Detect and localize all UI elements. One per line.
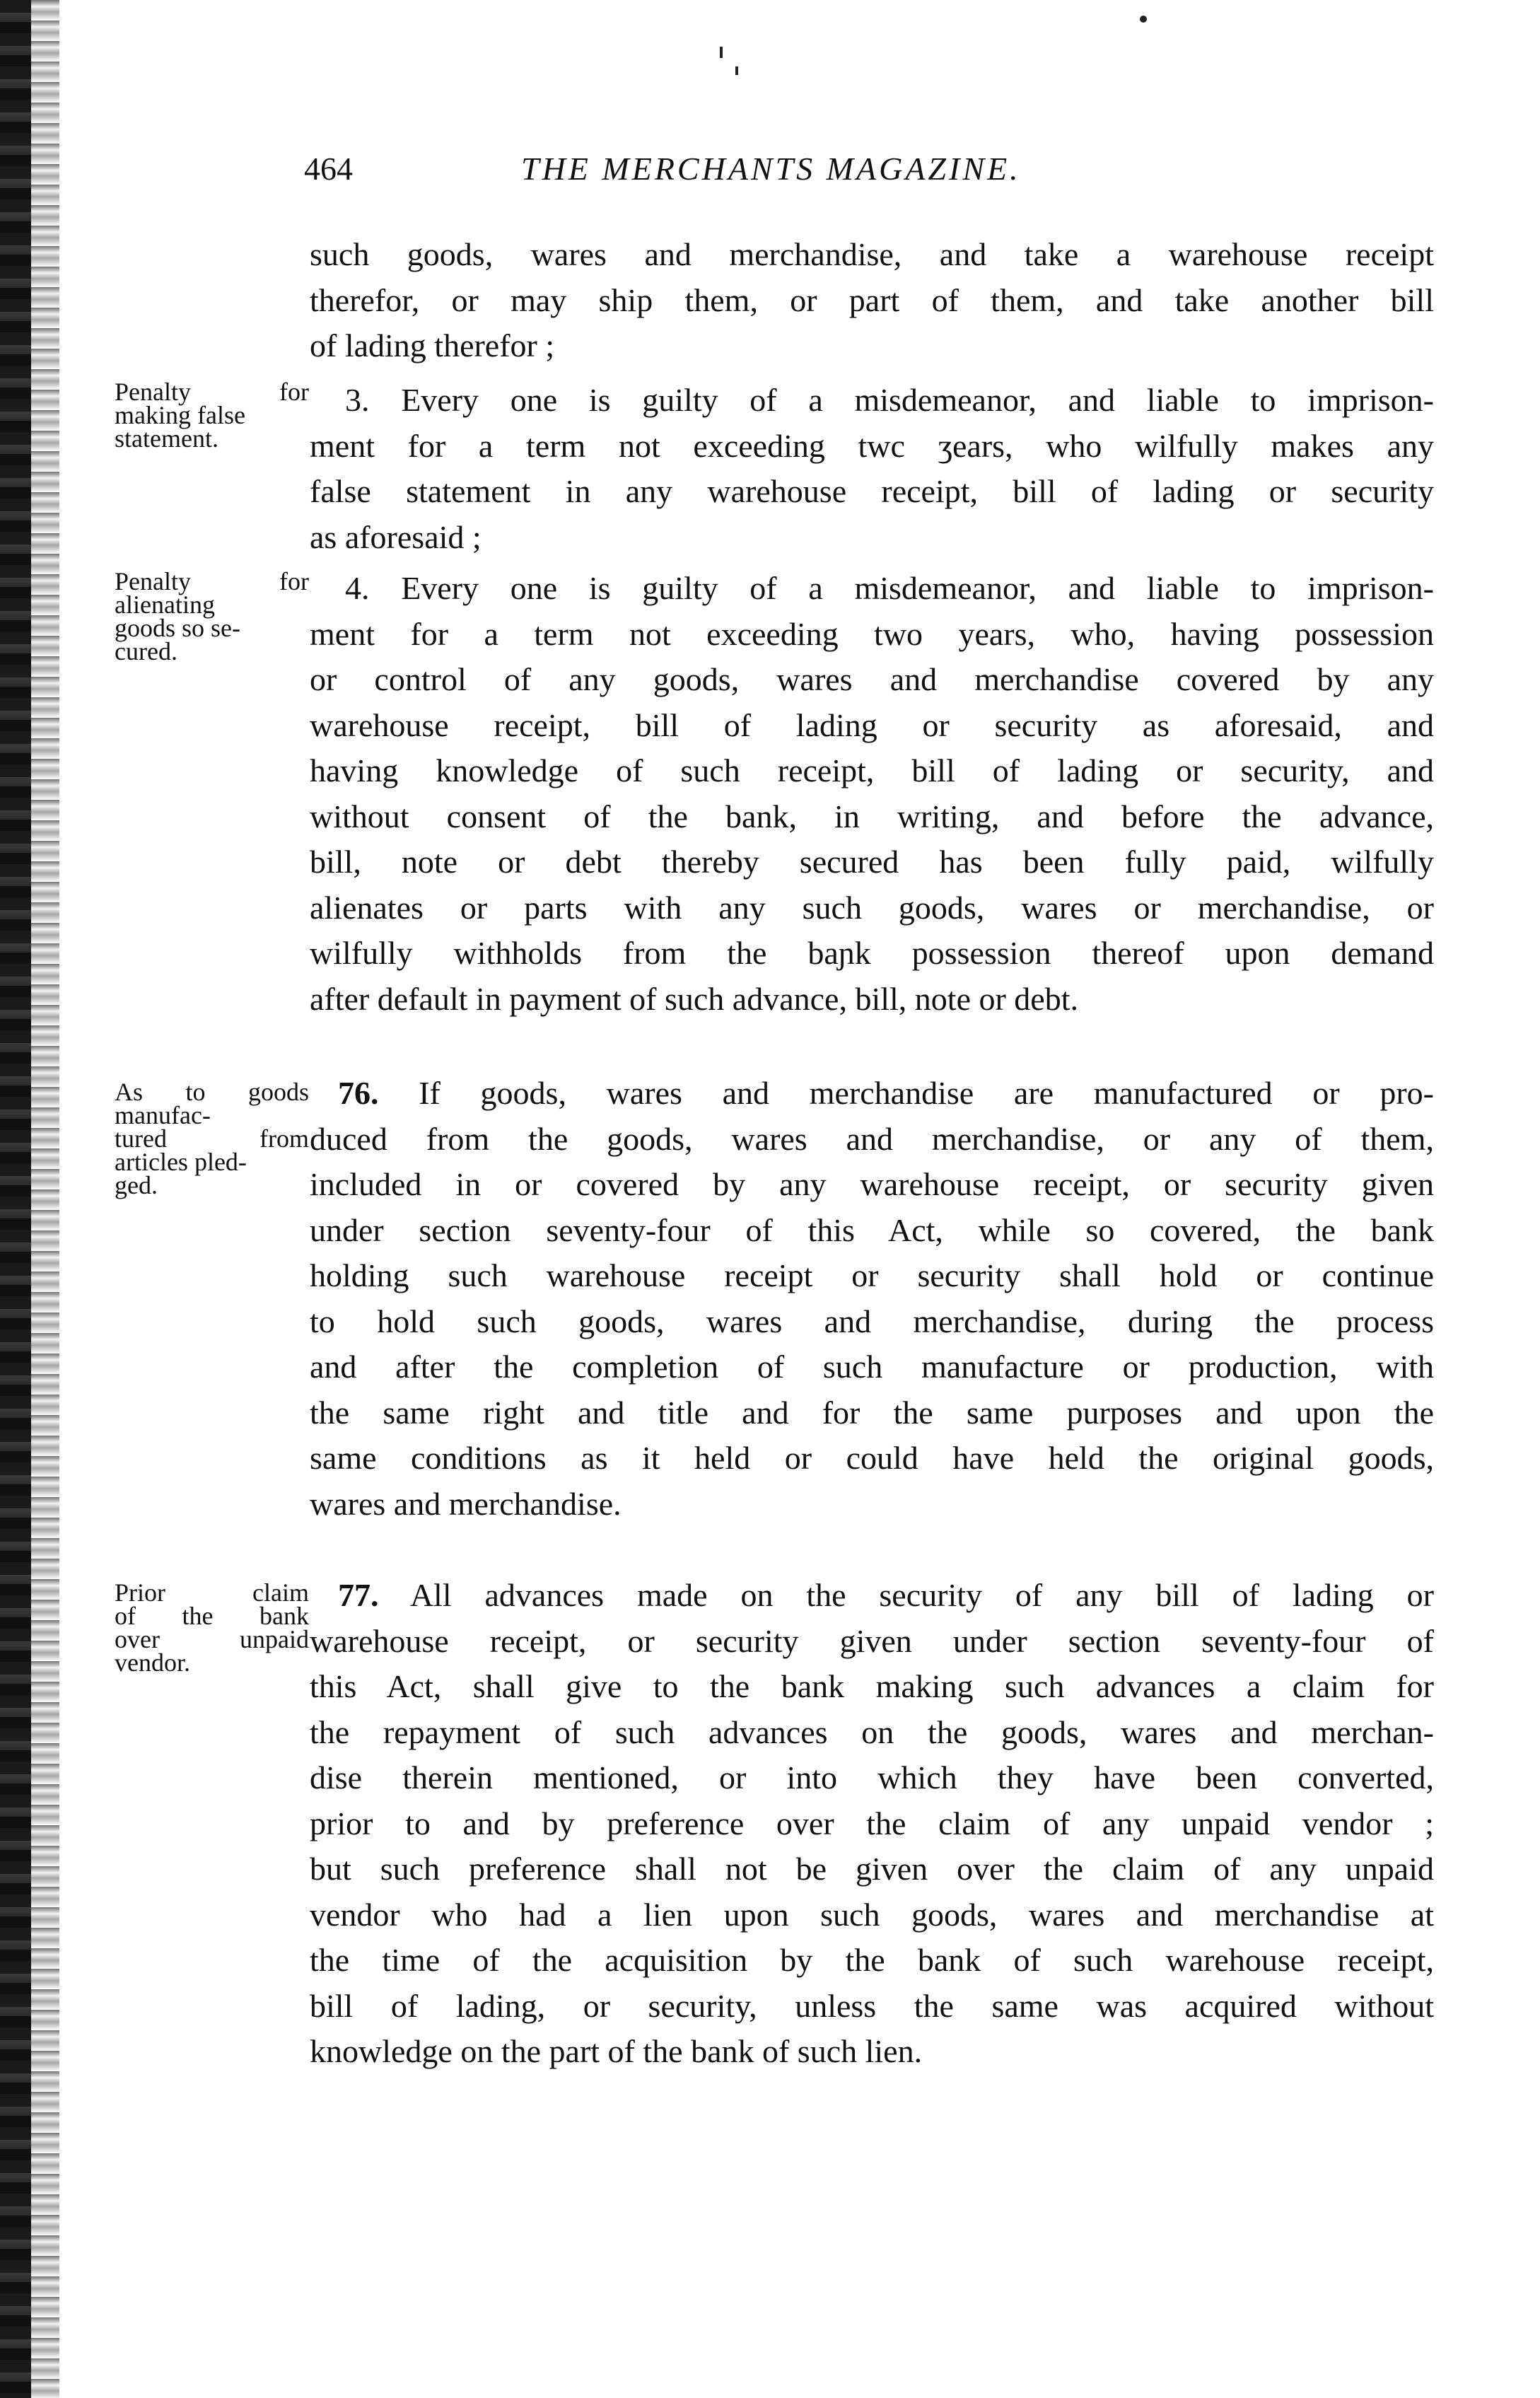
text-line: but such preference shall not be given over the claim of any unpaid — [310, 1851, 1434, 1887]
text-line: 77. All advances made on the security of any bill of lading or — [338, 1577, 1434, 1613]
text-line: after default in payment of such advance, bill, note or debt. — [310, 980, 1078, 1017]
clause-3-paragraph — [310, 378, 1434, 560]
section-77-paragraph — [310, 1573, 1434, 2075]
section-number: 77. — [338, 1577, 379, 1613]
continuation-paragraph — [310, 232, 1434, 369]
text-line: dise therein mentioned, or into which they have been converted, — [310, 1759, 1434, 1795]
margin-note-line: As to goods — [115, 1078, 309, 1106]
margin-note-line: Penalty for — [115, 378, 309, 406]
ink-speck — [720, 47, 723, 58]
text-line: same conditions as it held or could have held the original goods, — [310, 1440, 1434, 1476]
margin-note-line: Prior claim — [115, 1578, 309, 1607]
section-number: 76. — [338, 1075, 379, 1111]
text-line: having knowledge of such receipt, bill of lading or security, and — [310, 752, 1434, 788]
margin-note-penalty-false-statement — [115, 378, 309, 453]
running-title: THE MERCHANTS MAGAZINE. — [521, 151, 1021, 187]
text-line: as aforesaid ; — [310, 518, 482, 555]
text-line: wilfully withholds from the baɲk possession thereof upon demand — [310, 935, 1434, 971]
text-line: included in or covered by any warehouse receipt, or security given — [310, 1166, 1434, 1202]
text-line: warehouse receipt, or security given under section seventy-four of — [310, 1622, 1434, 1659]
page-header — [304, 150, 1435, 199]
margin-note-line: of the bank — [115, 1602, 309, 1630]
text-line: to hold such goods, wares and merchandise, during the process — [310, 1303, 1434, 1339]
margin-note-line: articles pled- — [115, 1148, 247, 1176]
margin-note-line: statement. — [115, 424, 218, 453]
book-spine-shadow — [0, 0, 31, 2398]
margin-note-line: making false — [115, 401, 245, 429]
text-line: warehouse receipt, bill of lading or security as aforesaid, and — [310, 706, 1434, 743]
text-line: 3. Every one is guilty of a misdemeanor, and liable to imprison- — [345, 382, 1434, 418]
margin-note-line: goods so se- — [115, 614, 240, 642]
text-line: 4. Every one is guilty of a misdemeanor, and liable to imprison- — [345, 570, 1434, 606]
text-line: wares and merchandise. — [310, 1485, 622, 1522]
margin-note-penalty-alienating-goods — [115, 567, 309, 665]
text-line: bill of lading, or security, unless the same was acquired without — [310, 1987, 1434, 2024]
text-line: the time of the acquisition by the bank of such warehouse receipt, — [310, 1942, 1434, 1978]
text-line: and after the completion of such manufacture or production, with — [310, 1349, 1434, 1385]
text-line: therefor, or may ship them, or part of them, and take another bill — [310, 281, 1434, 318]
text-line: alienates or parts with any such goods, wares or merchandise, or — [310, 889, 1434, 926]
section-76-paragraph — [310, 1071, 1434, 1527]
margin-note-line: over unpaid — [115, 1625, 309, 1653]
text-line: of lading therefor ; — [310, 327, 555, 363]
text-line: this Act, shall give to the bank making such advances a claim for — [310, 1668, 1434, 1704]
ink-speck — [735, 66, 738, 75]
margin-note-line: cured. — [115, 637, 177, 665]
text-line: knowledge on the part of the bank of such lien. — [310, 2033, 923, 2069]
text-line: without consent of the bank, in writing, and before the advance, — [310, 798, 1434, 834]
text-line: the repayment of such advances on the goods, wares and merchan- — [310, 1713, 1434, 1750]
text-line: vendor who had a lien upon such goods, wares and merchandise at — [310, 1896, 1434, 1933]
margin-note-goods-manufactured — [115, 1078, 309, 1199]
text-line: under section seventy-four of this Act, while so covered, the bank — [310, 1211, 1434, 1248]
margin-note-prior-claim — [115, 1578, 309, 1677]
text-line: such goods, wares and merchandise, and take a warehouse receipt — [310, 236, 1434, 272]
text-line: duced from the goods, wares and merchandise, or any of them, — [310, 1120, 1434, 1157]
clause-4-paragraph — [310, 566, 1434, 1022]
margin-note-line: vendor. — [115, 1648, 190, 1677]
text-line: prior to and by preference over the claim of any unpaid vendor ; — [310, 1805, 1434, 1841]
text-line: 76. If goods, wares and merchandise are manufactured or pro- — [338, 1075, 1434, 1111]
book-gutter-shadow — [31, 0, 59, 2398]
text-line: or control of any goods, wares and merchandise covered by any — [310, 661, 1434, 697]
text-line: bill, note or debt thereby secured has been fully paid, wilfully — [310, 844, 1434, 880]
margin-note-line: tured from — [115, 1124, 309, 1153]
text-line: ment for a term not exceeding two years, who, having possession — [310, 615, 1434, 652]
margin-note-line: ged. — [115, 1171, 158, 1199]
margin-note-line: alienating — [115, 590, 215, 619]
margin-note-line: Penalty for — [115, 567, 309, 595]
text-line: holding such warehouse receipt or security shall hold or continue — [310, 1257, 1434, 1293]
page-number: 464 — [304, 151, 353, 187]
text-line: false statement in any warehouse receipt, bill of lading or security — [310, 473, 1434, 509]
margin-note-line: manufac- — [115, 1101, 211, 1129]
text-line: the same right and title and for the same purposes and upon the — [310, 1394, 1434, 1431]
text-line: ment for a term not exceeding twc ʒears, who wilfully makes any — [310, 427, 1434, 464]
ink-speck — [1140, 16, 1147, 23]
